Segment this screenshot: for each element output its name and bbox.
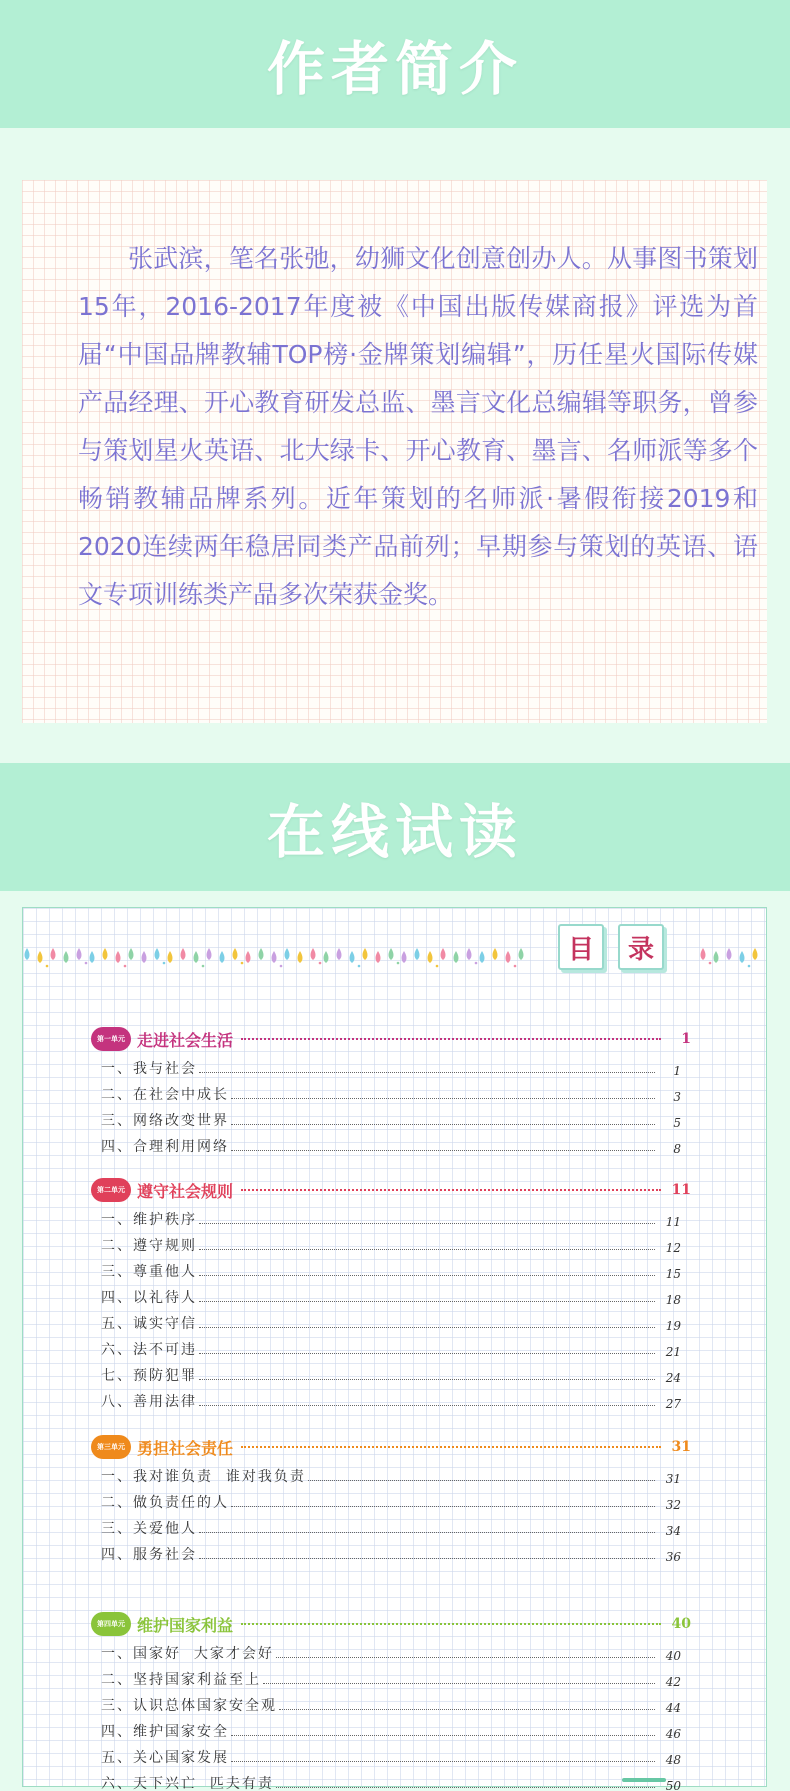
toc-item-title: 五、诚实守信 [101, 1316, 197, 1332]
unit-badge: 第四单元 [91, 1612, 131, 1636]
raindrop-icon [220, 951, 225, 963]
toc-item-row [101, 1542, 681, 1564]
toc-item-page-number: 46 [665, 1727, 681, 1741]
toc-item-title: 二、遵守规则 [101, 1238, 197, 1254]
toc-item-title: 三、尊重他人 [101, 1264, 197, 1280]
raindrop-icon [259, 948, 264, 960]
raindrop-icon [272, 951, 277, 963]
raindrop-icon [246, 951, 251, 963]
drop-dot-icon [280, 965, 283, 968]
raindrop-icon [51, 948, 56, 960]
raindrop-icon [454, 951, 459, 963]
drop-dot-icon [397, 962, 400, 965]
mulu-title-box-1 [558, 924, 604, 970]
toc-item-title: 一、我与社会 [101, 1061, 197, 1077]
toc-item-row [101, 1516, 681, 1538]
toc-item-dot-leader [231, 1506, 655, 1507]
toc-item-row [101, 1490, 681, 1512]
toc-item-row [101, 1337, 681, 1359]
page-indicator-bar [622, 1778, 666, 1782]
toc-item-row [101, 1389, 681, 1411]
toc-item-dot-leader [276, 1787, 655, 1788]
author-intro-card [22, 180, 767, 723]
raindrop-icon [77, 948, 82, 960]
toc-item-dot-leader [231, 1098, 655, 1099]
preview-section-title: 在线试读 [266, 798, 523, 866]
toc-item-page-number: 32 [665, 1498, 681, 1512]
unit-dot-leader [241, 1446, 661, 1448]
unit-page-number: 1 [681, 1031, 691, 1047]
toc-item-dot-leader [199, 1353, 655, 1354]
drop-dot-icon [475, 962, 478, 965]
toc-item-page-number: 27 [665, 1397, 681, 1411]
raindrop-icon [64, 951, 69, 963]
toc-item-row [101, 1693, 681, 1715]
unit-dot-leader [241, 1189, 661, 1191]
raindrop-icon [181, 948, 186, 960]
toc-item-page-number: 11 [665, 1215, 681, 1229]
toc-item-row [101, 1771, 681, 1791]
toc-item-dot-leader [199, 1301, 655, 1302]
raindrop-icon [701, 948, 706, 960]
raindrop-icon [311, 948, 316, 960]
toc-item-page-number: 48 [665, 1753, 681, 1767]
toc-item-page-number: 21 [665, 1345, 681, 1359]
raindrop-icon [376, 951, 381, 963]
raindrop-icon [428, 951, 433, 963]
unit-page-number: 31 [671, 1439, 691, 1455]
raindrop-icon [402, 951, 407, 963]
raindrop-icon [285, 948, 290, 960]
raindrop-icon [116, 951, 121, 963]
raindrop-icon [753, 948, 758, 960]
toc-item-page-number: 40 [665, 1649, 681, 1663]
toc-item-row [101, 1134, 681, 1156]
toc-item-title: 四、服务社会 [101, 1547, 197, 1563]
toc-item-row [101, 1285, 681, 1307]
mulu-char-2: 录 [627, 934, 654, 965]
toc-item-dot-leader [276, 1657, 655, 1658]
raindrop-icon [506, 951, 511, 963]
drop-dot-icon [748, 965, 751, 968]
author-section-title: 作者简介 [266, 35, 523, 103]
toc-item-title: 三、关爱他人 [101, 1521, 197, 1537]
raindrop-icon [337, 948, 342, 960]
toc-item-row [101, 1667, 681, 1689]
drop-dot-icon [319, 962, 322, 965]
raindrop-icon [103, 948, 108, 960]
toc-item-title: 五、关心国家发展 [101, 1750, 229, 1766]
toc-item-row [101, 1056, 681, 1078]
toc-item-dot-leader [199, 1558, 655, 1559]
toc-item-dot-leader [279, 1709, 655, 1710]
mulu-title-box-2 [618, 924, 664, 970]
toc-item-dot-leader [231, 1761, 655, 1762]
toc-item-page-number: 19 [665, 1319, 681, 1333]
toc-item-page-number: 12 [665, 1241, 681, 1255]
toc-item-dot-leader [199, 1405, 655, 1406]
toc-item-dot-leader [231, 1150, 655, 1151]
toc-item-title: 三、网络改变世界 [101, 1113, 229, 1129]
toc-item-page-number: 24 [665, 1371, 681, 1385]
unit-title: 维护国家利益 [137, 1615, 234, 1635]
toc-item-page-number: 42 [665, 1675, 681, 1689]
toc-item-row [101, 1233, 681, 1255]
unit-title: 遵守社会规则 [137, 1181, 234, 1201]
raindrop-icon [207, 948, 212, 960]
toc-item-title: 八、善用法律 [101, 1394, 197, 1410]
drop-dot-icon [709, 962, 712, 965]
toc-item-page-number: 34 [665, 1524, 681, 1538]
toc-item-title: 七、预防犯罪 [101, 1368, 197, 1384]
toc-item-dot-leader [199, 1532, 655, 1533]
toc-item-row [101, 1207, 681, 1229]
unit-title: 走进社会生活 [137, 1030, 234, 1050]
toc-unit-row [91, 1025, 691, 1053]
toc-item-page-number: 5 [673, 1116, 681, 1130]
toc-item-title: 二、坚持国家利益至上 [101, 1672, 261, 1688]
toc-item-title: 四、以礼待人 [101, 1290, 197, 1306]
raindrop-icon [480, 951, 485, 963]
drop-dot-icon [202, 965, 205, 968]
raindrop-icon [38, 951, 43, 963]
unit-dot-leader [241, 1038, 661, 1040]
mulu-char-1: 目 [567, 934, 594, 965]
raindrop-icon [389, 948, 394, 960]
raindrop-icon [727, 948, 732, 960]
toc-item-title: 六、法不可违 [101, 1342, 197, 1358]
raindrop-icon [168, 951, 173, 963]
toc-item-row [101, 1082, 681, 1104]
unit-page-number: 11 [671, 1182, 691, 1198]
raindrop-icon [298, 951, 303, 963]
raindrop-icon [519, 948, 524, 960]
toc-unit-row [91, 1176, 691, 1204]
toc-item-row [101, 1641, 681, 1663]
toc-item-dot-leader [308, 1480, 655, 1481]
toc-item-title: 二、在社会中成长 [101, 1087, 229, 1103]
toc-item-page-number: 18 [665, 1293, 681, 1307]
toc-item-row [101, 1745, 681, 1767]
unit-badge: 第一单元 [91, 1027, 131, 1051]
toc-item-page-number: 31 [665, 1472, 681, 1486]
raindrop-icon [90, 951, 95, 963]
drop-dot-icon [514, 965, 517, 968]
unit-badge: 第三单元 [91, 1435, 131, 1459]
unit-badge: 第二单元 [91, 1178, 131, 1202]
raindrop-icon [142, 951, 147, 963]
raindrop-icon [350, 951, 355, 963]
drop-dot-icon [124, 965, 127, 968]
toc-item-dot-leader [199, 1072, 655, 1073]
unit-dot-leader [241, 1623, 661, 1625]
raindrop-icon [129, 948, 134, 960]
drop-dot-icon [85, 962, 88, 965]
toc-unit-row [91, 1610, 691, 1638]
toc-item-title: 四、维护国家安全 [101, 1724, 229, 1740]
toc-item-row [101, 1464, 681, 1486]
drop-dot-icon [241, 962, 244, 965]
drop-dot-icon [163, 962, 166, 965]
raindrop-icon [155, 948, 160, 960]
toc-item-row [101, 1719, 681, 1741]
toc-item-title: 六、天下兴亡 匹夫有责 [101, 1776, 274, 1791]
raindrop-icon [25, 948, 30, 960]
toc-item-page-number: 44 [665, 1701, 681, 1715]
raindrop-icon [493, 948, 498, 960]
toc-item-dot-leader [199, 1275, 655, 1276]
raindrop-icon [714, 951, 719, 963]
toc-item-title: 一、我对谁负责 谁对我负责 [101, 1469, 306, 1485]
unit-page-number: 40 [671, 1616, 691, 1632]
raindrop-icon [415, 948, 420, 960]
toc-item-page-number: 36 [665, 1550, 681, 1564]
toc-item-title: 一、国家好 大家才会好 [101, 1646, 274, 1662]
drop-dot-icon [436, 965, 439, 968]
toc-unit-row [91, 1433, 691, 1461]
toc-item-dot-leader [263, 1683, 655, 1684]
drop-dot-icon [358, 965, 361, 968]
toc-item-title: 三、认识总体国家安全观 [101, 1698, 277, 1714]
raindrop-icon [324, 951, 329, 963]
toc-item-dot-leader [231, 1735, 655, 1736]
toc-item-dot-leader [231, 1124, 655, 1125]
toc-item-page-number: 3 [673, 1090, 681, 1104]
toc-item-row [101, 1363, 681, 1385]
table-of-contents-page [22, 907, 767, 1791]
raindrop-icon [740, 951, 745, 963]
author-intro-paragraph: 张武滨，笔名张弛，幼狮文化创意创办人。从事图书策划15年，2016-2017年度被《中国出版传媒商报》评选为首届“中国品牌教辅TOP榜·金牌策划编辑”，历任星火国际传媒产品经理、开心教育研发总监、墨言文化总编辑等职务，曾参与策划星火英语、北大绿卡、开心教育、墨言、名师派等多个畅销教辅品牌系列。近年策划的名师派·暑假衔接2019和2020连续两年稳居同类产品前列；早期参与策划的英语、语文专项训练类产品多次荣获金奖。 [78, 244, 758, 609]
raindrop-icon [194, 951, 199, 963]
raindrop-icon [467, 948, 472, 960]
toc-item-row [101, 1108, 681, 1130]
toc-item-dot-leader [199, 1223, 655, 1224]
toc-item-page-number: 8 [673, 1142, 681, 1156]
toc-item-title: 二、做负责任的人 [101, 1495, 229, 1511]
unit-title: 勇担社会责任 [137, 1438, 234, 1458]
raindrop-icon [441, 948, 446, 960]
toc-item-title: 一、维护秩序 [101, 1212, 197, 1228]
toc-item-page-number: 1 [673, 1064, 681, 1078]
toc-item-row [101, 1259, 681, 1281]
raindrop-icon [233, 948, 238, 960]
drop-dot-icon [46, 965, 49, 968]
toc-item-title: 四、合理利用网络 [101, 1139, 229, 1155]
toc-item-dot-leader [199, 1379, 655, 1380]
toc-item-row [101, 1311, 681, 1333]
toc-item-page-number: 15 [665, 1267, 681, 1281]
preview-section-header [0, 763, 790, 891]
toc-item-dot-leader [199, 1327, 655, 1328]
raindrop-icon [363, 948, 368, 960]
author-section-header [0, 0, 790, 128]
toc-item-page-number: 50 [665, 1779, 681, 1791]
toc-item-dot-leader [199, 1249, 655, 1250]
